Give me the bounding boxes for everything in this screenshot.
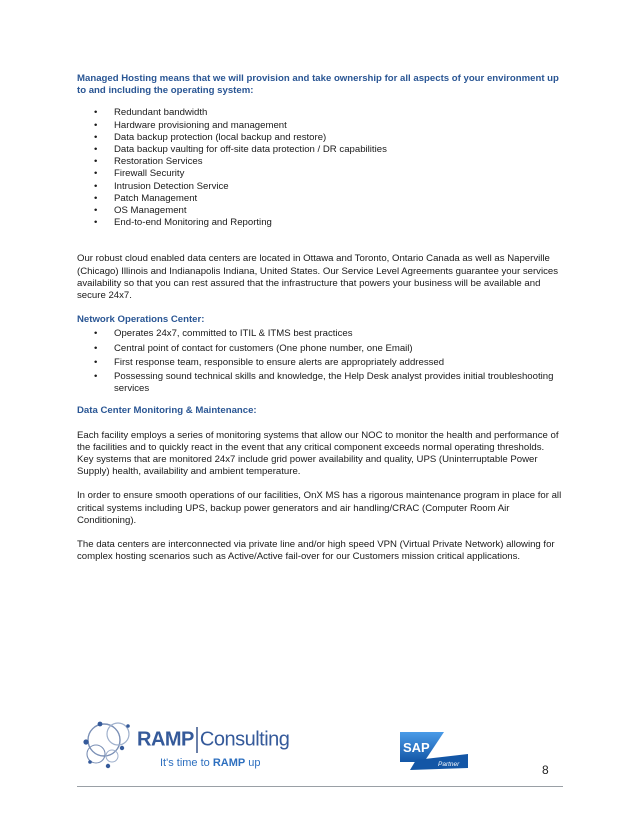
managed-hosting-intro: Managed Hosting means that we will provision and take ownership for all aspects of your environment up to and including the operating system:	[77, 73, 559, 97]
list-item: • Data backup protection (local backup and restore)	[77, 132, 563, 144]
logo-consulting-text: Consulting	[199, 728, 290, 751]
cloud-paragraph: Our robust cloud enabled data centers are located in Ottawa and Toronto, Ontario Canada as well as Naperville (Chicago) Illinois and Indianapolis Indiana, United States. Our Service Level Agreements guarantee your services availability so that you can rest assured that the infrastructure that powers your business will be available and secure 24x7.	[77, 253, 559, 302]
list-item: • Patch Management	[77, 193, 563, 205]
list-item: • Operates 24x7, committed to ITIL & ITMS best practices	[77, 328, 563, 340]
logo-separator	[196, 727, 198, 753]
list-item: • Data backup vaulting for off-site data protection / DR capabilities	[77, 144, 563, 156]
dc-paragraph-monitoring: Each facility employs a series of monitoring systems that allow our NOC to monitor the health and performance of the facilities and to quickly react in the event that any critical component exceeds normal operating thresholds. Key systems that are monitored 24x7 include grid power availability and quality, UPS (Uninterruptable Power Supply) health, availability and ambient temperature.	[77, 429, 559, 478]
sap-partner-text: Partner	[438, 761, 460, 768]
page-content	[77, 73, 563, 564]
list-item: • Hardware provisioning and management	[77, 120, 563, 132]
list-item: • Restoration Services	[77, 156, 563, 168]
noc-heading: Network Operations Center:	[77, 314, 205, 326]
logo-ramp-text: RAMP	[137, 728, 194, 751]
noc-list	[77, 328, 563, 395]
list-item: • Possessing sound technical skills and knowledge, the Help Desk analyst provides initial troubleshooting services	[77, 371, 563, 395]
sap-logo-text: SAP	[403, 740, 430, 755]
list-item: • End-to-end Monitoring and Reporting	[77, 217, 563, 229]
tagline-bold: RAMP	[212, 757, 246, 769]
list-item: • Redundant bandwidth	[77, 107, 563, 119]
list-item: • Central point of contact for customers (One phone number, one Email)	[77, 343, 563, 355]
list-item: • Intrusion Detection Service	[77, 181, 563, 193]
ramp-tagline	[160, 757, 261, 769]
footer-divider	[77, 786, 563, 787]
dc-paragraph-interconnect: The data centers are interconnected via private line and/or high speed VPN (Virtual Private Network) allowing for complex hosting scenarios such as Active/Active fail-over for our Customers mission critical applications.	[77, 539, 555, 563]
managed-hosting-list	[77, 107, 563, 229]
page-number: 8	[542, 763, 549, 777]
dc-monitoring-heading: Data Center Monitoring & Maintenance:	[77, 405, 257, 417]
list-item: • First response team, responsible to ensure alerts are appropriately addressed	[77, 357, 563, 369]
list-item: • OS Management	[77, 205, 563, 217]
dc-paragraph-maintenance: In order to ensure smooth operations of our facilities, OnX MS has a rigorous maintenance program in place for all critical systems including UPS, backup power generators and air handling/CRAC (Computer Room Air Conditioning).	[77, 490, 562, 526]
list-item: • Firewall Security	[77, 168, 563, 180]
sap-partner-logo-icon	[400, 732, 468, 772]
tagline-suffix: up	[245, 757, 261, 769]
ramp-consulting-logo	[137, 727, 289, 753]
tagline-prefix: It's time to	[160, 757, 213, 769]
